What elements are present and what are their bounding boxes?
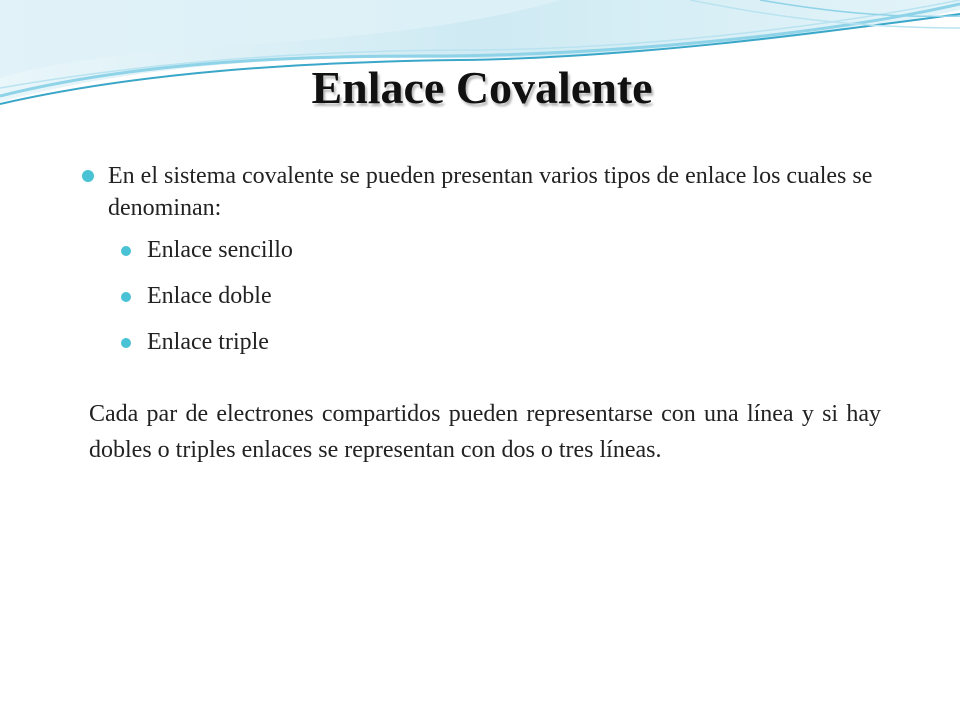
explanation-paragraph: Cada par de electrones compartidos pueden representarse con una línea y si hay dobles o triples enlaces se representan con dos o tres líneas. (89, 401, 881, 463)
list-item-label: Enlace triple (147, 329, 269, 355)
list-item (80, 280, 880, 326)
main-bullet-text: En el sistema covalente se pueden presentan varios tipos de enlace los cuales se denominan: (108, 163, 873, 221)
bullet-dot-icon (121, 292, 131, 302)
main-bullet (80, 160, 880, 224)
slide-content (80, 160, 880, 372)
list-item-label: Enlace sencillo (147, 237, 293, 263)
bullet-dot-icon (82, 170, 94, 182)
bullet-dot-icon (121, 246, 131, 256)
slide-title: Enlace Covalente (311, 62, 653, 113)
list-item (80, 326, 880, 372)
list-item (80, 234, 880, 280)
list-item-label: Enlace doble (147, 283, 272, 309)
bullet-dot-icon (121, 338, 131, 348)
bond-type-list (80, 234, 880, 372)
